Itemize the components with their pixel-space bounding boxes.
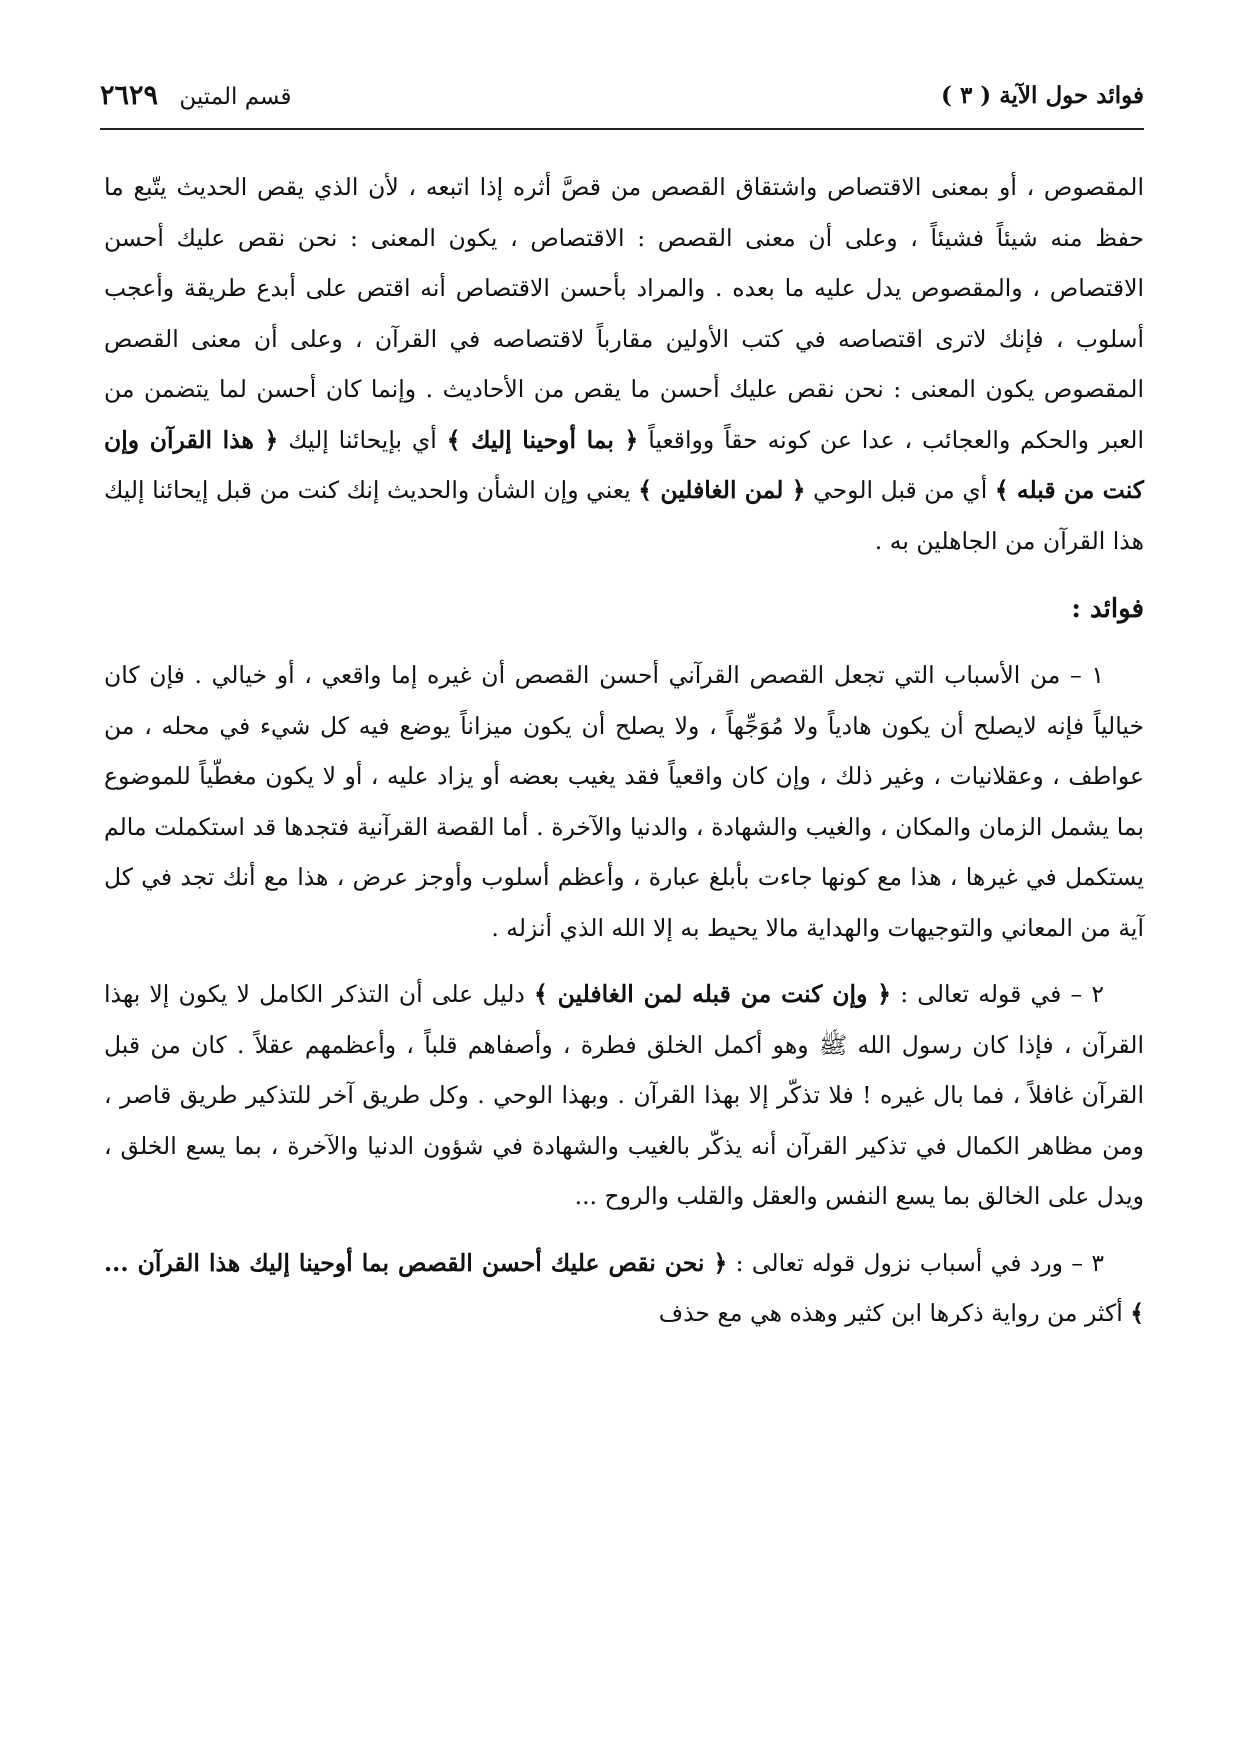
paragraph-spacer: [104, 1222, 1144, 1238]
section-and-page: [100, 80, 292, 111]
intro-paragraph: [104, 162, 1144, 566]
benefit-3-lead: ٣ – ورد في أسباب نزول قوله تعالى :: [735, 1248, 1104, 1277]
benefit-2-text: دليل على أن التذكر الكامل لا يكون إلا بهذا القرآن ، فإذا كان رسول الله ﷺ وهو أكمل الخلق فطرة ، وأصفاهم قلباً ، وأعظمهم عقلاً . كان من قبل القرآن غافلاً ، فما بال غيره ! فلا تذكّر إلا بهذا القرآن . وبهذا الوحي . وكل طريق آخر للتذكير طريق قاصر ، ومن مظاهر الكمال في تذكير القرآن أنه يذكّر بالغيب والشهادة في شؤون الدنيا والآخرة ، بما يسع الخلق ، ويدل على الخالق بما يسع النفس والعقل والقلب والروح ...: [104, 980, 1144, 1210]
page-body: [104, 162, 1144, 1339]
quran-quote: ﴿ لمن الغافلين ﴾: [638, 476, 806, 504]
chapter-title: فوائد حول الآية ( ٣ ): [941, 82, 1144, 109]
paragraph-spacer: [104, 953, 1144, 969]
benefit-1-text: ١ – من الأسباب التي تجعل القصص القرآني أحسن القصص أن غيره إما واقعي ، أو خيالي . فإن كان خيالياً فإنه لايصلح أن يكون هادياً ولا مُوَجِّهاً ، ولا يصلح أن يكون ميزاناً يوضع فيه كل شيء في محله ، من عواطف ، وعقلانيات ، وغير ذلك ، وإن كان واقعياً فقد يغيب بعضه أو يزاد عليه ، أو لا يكون مغطّياً للموضوع بما يشمل الزمان والمكان ، والغيب والشهادة ، والدنيا والآخرة . أما القصة القرآنية فتجدها قد استكملت مالم يستكمل في غيرها ، هذا مع كونها جاءت بأبلغ عبارة ، وأعظم أسلوب وأوجز عرض ، هذا مع أنك تجد في كل آية من المعاني والتوجيهات والهداية مالا يحيط به إلا الله الذي أنزله .: [104, 661, 1144, 942]
quran-quote: ﴿ نحن نقص عليك أحسن القصص بما أوحينا إليك هذا القرآن ... ﴾: [104, 1248, 1144, 1327]
benefit-1-paragraph: [104, 650, 1144, 953]
quran-quote: ﴿ بما أوحينا إليك ﴾: [446, 425, 639, 454]
intro-text: المقصوص ، أو بمعنى الاقتصاص واشتقاق القصص من قصَّ أثره إذا اتبعه ، لأن الذي يقص الحديث يتّبع ما حفظ منه شيئاً فشيئاً ، وعلى أن معنى القصص : الاقتصاص ، يكون المعنى : نحن نقص عليك أحسن الاقتصاص ، والمقصوص يدل عليه ما بعده . والمراد بأحسن الاقتصاص أنه اقتص على أبدع طريقة وأعجب أسلوب ، فإنك لاترى اقتصاصه في كتب الأولين مقارباً لاقتصاصه في القرآن ، وعلى أن معنى القصص المقصوص يكون المعنى : نحن نقص عليك أحسن ما يقص من الأحاديث . وإنما كان أحسن لما يتضمن من العبر والحكم والعجائب ، عدا عن كونه حقاً وواقعياً: [104, 173, 1144, 454]
benefit-2-paragraph: [104, 969, 1144, 1222]
quran-quote: ﴿ وإن كنت من قبله لمن الغافلين ﴾: [534, 980, 892, 1008]
benefit-2-lead: ٢ – في قوله تعالى :: [900, 980, 1104, 1008]
running-header: [100, 80, 1144, 120]
header-divider: [100, 128, 1144, 130]
page-number: ٢٦٢٩: [100, 80, 159, 111]
section-label: قسم المتين: [179, 84, 292, 110]
intro-gloss: أي من قبل الوحي: [813, 476, 988, 504]
intro-gloss: أي بإيحائنا إليك: [288, 425, 437, 454]
intro-gloss: يعني وإن الشأن والحديث إنك كنت من قبل إيحائنا إليك هذا القرآن من الجاهلين به .: [104, 476, 1144, 555]
benefit-3-text: أكثر من رواية ذكرها ابن كثير وهذه هي مع حذف: [658, 1299, 1123, 1327]
fawaid-heading: فوائد :: [1071, 594, 1144, 624]
benefit-3-paragraph: [104, 1238, 1144, 1339]
quran-quote: ﴿ هذا القرآن وإن كنت من قبله ﴾: [104, 425, 1144, 504]
